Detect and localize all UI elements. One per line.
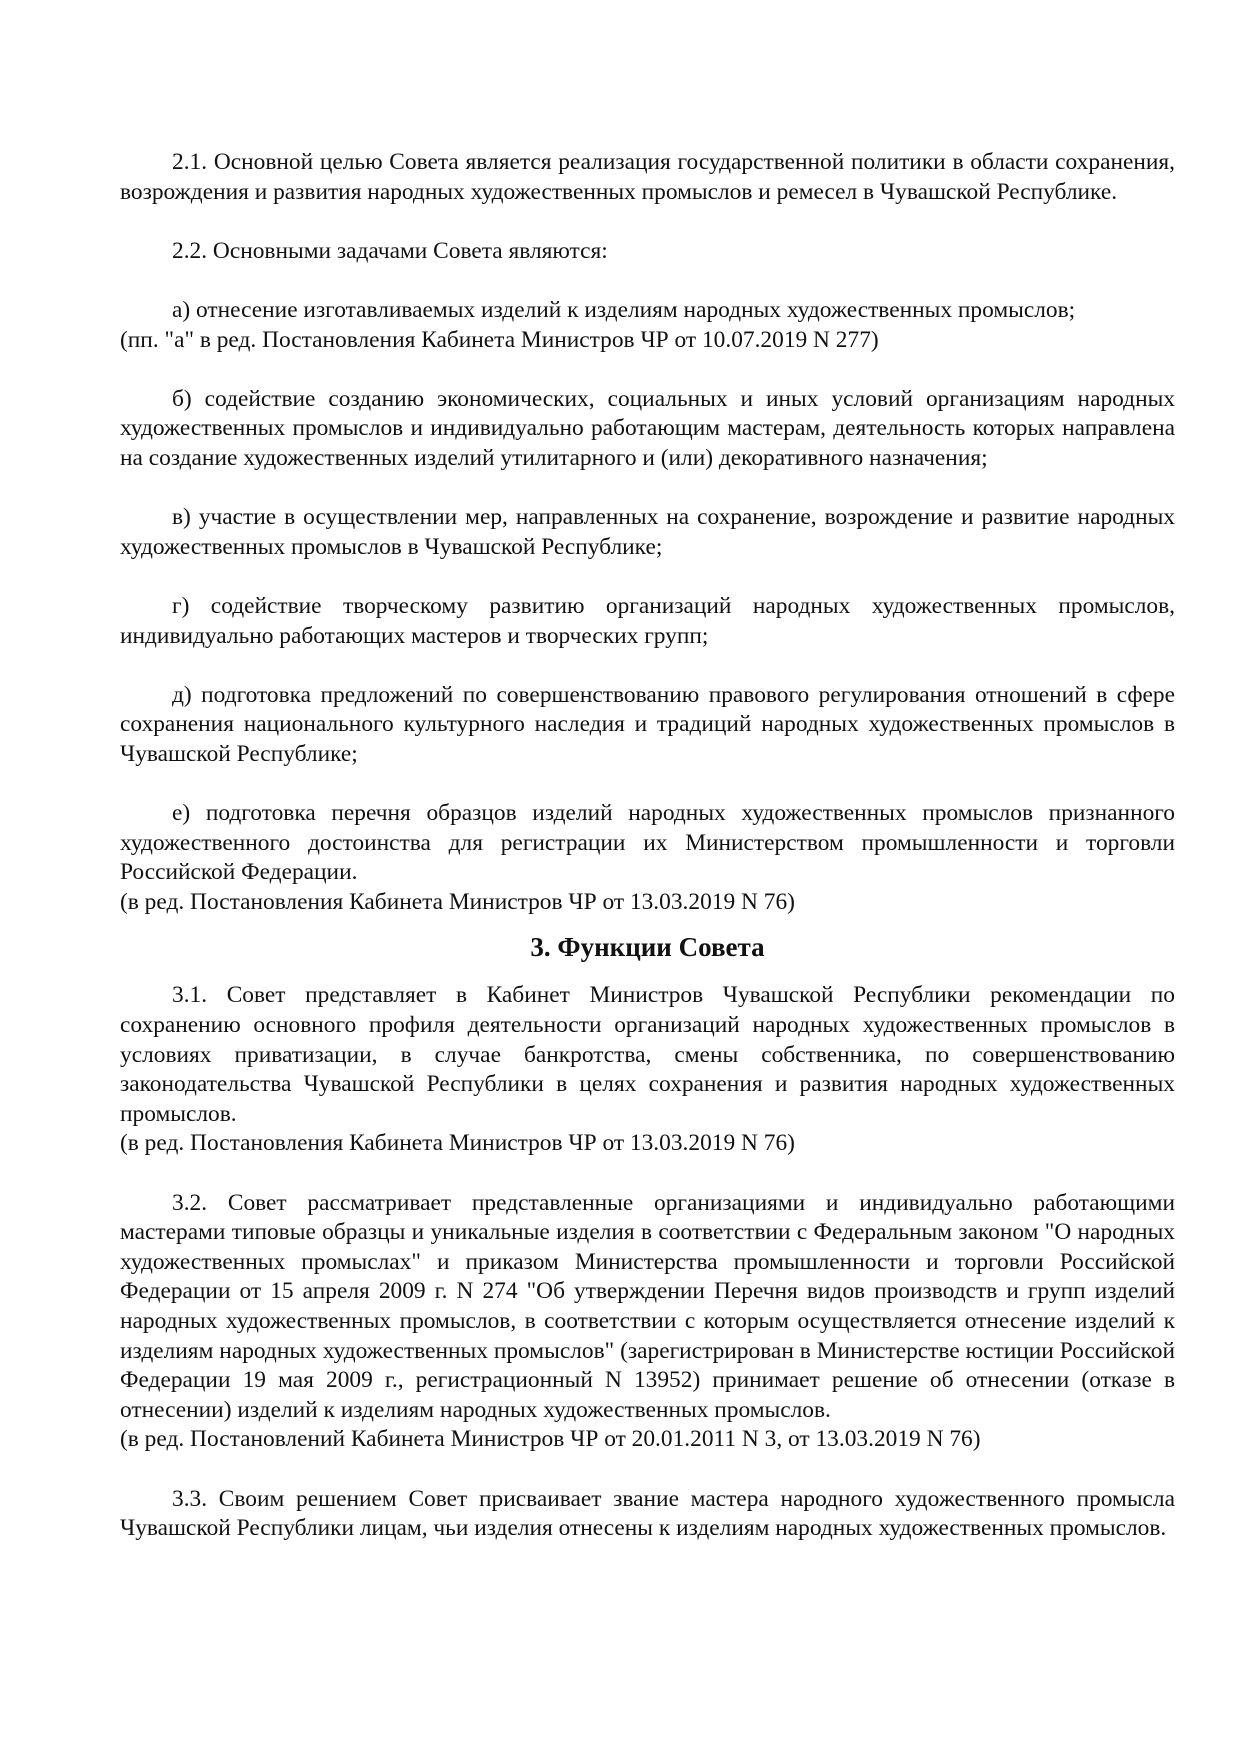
amendment-note-e: (в ред. Постановления Кабинета Министров ЧР от 13.03.2019 N 76) xyxy=(120,888,795,915)
list-item-b: б) содействие созданию экономических, социальных и иных условий организациям народных художественных промыслов и индивидуально работающим мастерам, деятельность которых направлена на создание художественных изделий утилитарного и (или) декоративного назначения; xyxy=(120,385,1175,471)
paragraph-3-1: 3.1. Совет представляет в Кабинет Министров Чувашской Республики рекомендации по сохранению основного профиля деятельности организаций народных художественных промыслов в условиях приватизации, в случае банкротства, смены собственника, по совершенствованию законодательства Чувашской Республики в целях сохранения и развития народных художественных промыслов. xyxy=(120,982,1175,1127)
list-item-e: е) подготовка перечня образцов изделий народных художественных промыслов признанного художественного достоинства для регистрации их Министерством промышленности и торговли Российской Федерации. xyxy=(120,800,1175,886)
document-page xyxy=(120,148,1175,1544)
paragraph-3-3: 3.3. Своим решением Совет присваивает звание мастера народного художественного промысла Чувашской Республики лицам, чьи изделия отнесены к изделиям народных художественных промыслов. xyxy=(120,1485,1175,1542)
list-item-g: г) содействие творческому развитию организаций народных художественных промыслов, индивидуально работающих мастеров и творческих групп; xyxy=(120,592,1175,649)
list-item-d: д) подготовка предложений по совершенствованию правового регулирования отношений в сфере сохранения национального культурного наследия и традиций народных художественных промыслов в Чувашской Республике; xyxy=(120,681,1175,767)
section-heading: 3. Функции Совета xyxy=(530,932,765,963)
paragraph-2-2: 2.2. Основными задачами Совета являются: xyxy=(172,237,608,264)
list-item-a: а) отнесение изготавливаемых изделий к изделиям народных художественных промыслов; xyxy=(172,296,1076,323)
paragraph-2-1: 2.1. Основной целью Совета является реализация государственной политики в области сохранения, возрождения и развития народных художественных промыслов и ремесел в Чувашской Республике. xyxy=(120,149,1175,205)
paragraph-3-2: 3.2. Совет рассматривает представленные организациями и индивидуально работающими мастерами типовые образцы и уникальные изделия в соответствии с Федеральным законом "О народных художественных промыслах" и приказом Министерства промышленности и торговли Российской Федерации от 15 апреля 2009 г. N 274 "Об утверждении Перечня видов производств и групп изделий народных художественных промыслов, в соответствии с которым осуществляется отнесение изделий к изделиям народных художественных промыслов" (зарегистрирован в Министерстве юстиции Российской Федерации 19 мая 2009 г., регистрационный N 13952) принимает решение об отнесении (отказе в отнесении) изделий к изделиям народных художественных промыслов. xyxy=(120,1189,1175,1423)
list-item-v: в) участие в осуществлении мер, направленных на сохранение, возрождение и развитие народных художественных промыслов в Чувашской Республике; xyxy=(120,504,1175,560)
amendment-note-3-1: (в ред. Постановления Кабинета Министров ЧР от 13.03.2019 N 76) xyxy=(120,1130,795,1157)
amendment-note-a: (пп. "а" в ред. Постановления Кабинета Министров ЧР от 10.07.2019 N 277) xyxy=(120,326,879,353)
amendment-note-3-2: (в ред. Постановлений Кабинета Министров ЧР от 20.01.2011 N 3, от 13.03.2019 N 76) xyxy=(120,1426,981,1453)
